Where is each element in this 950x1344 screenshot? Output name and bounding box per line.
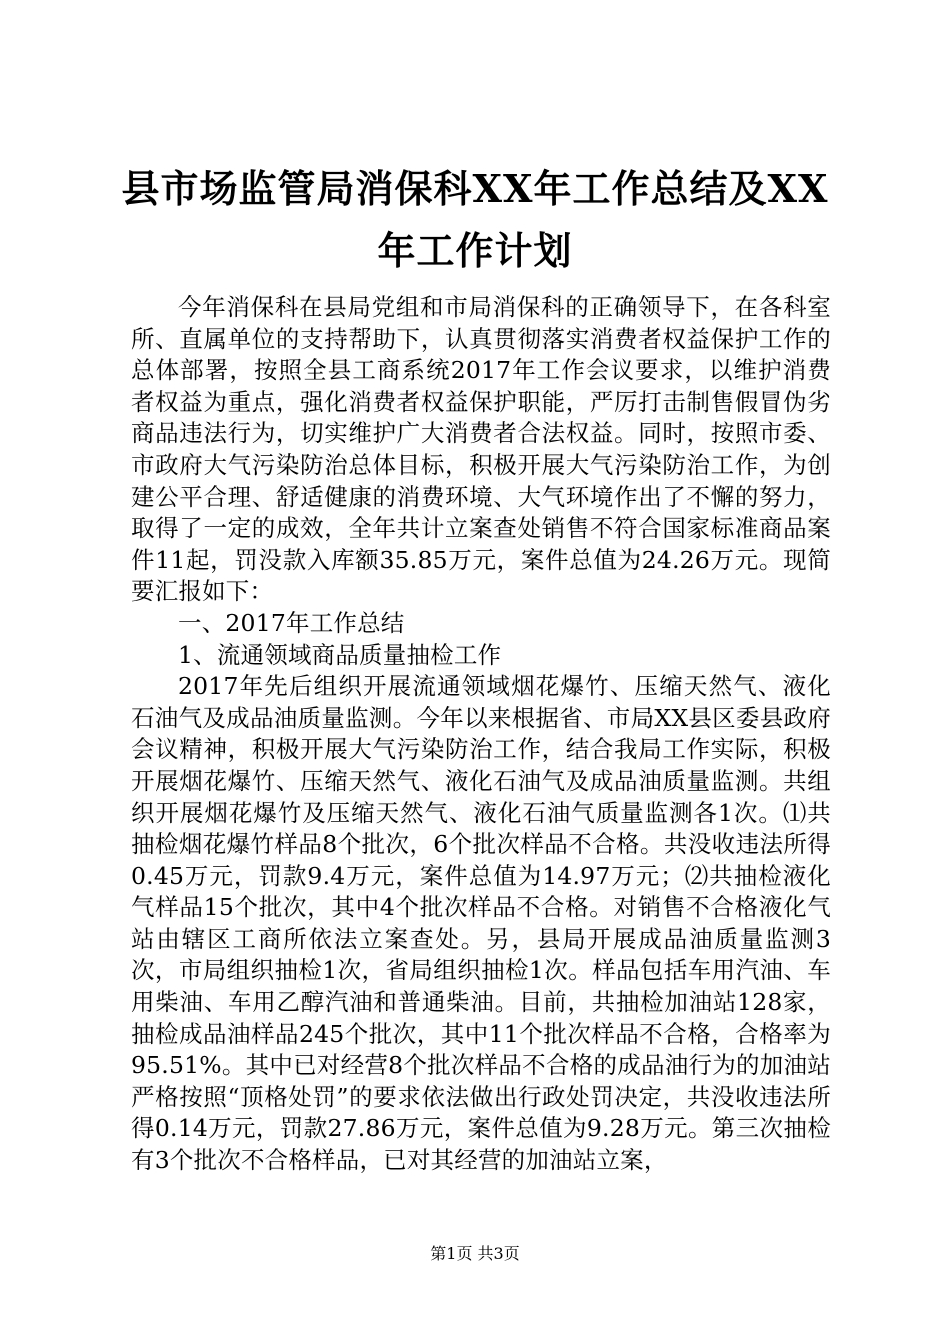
page-footer: 第1页 共3页 (430, 1244, 520, 1263)
subsection-heading: 1、流通领域商品质量抽检工作 (178, 640, 502, 669)
section-heading: 一、2017年工作总结 (178, 608, 405, 637)
document-title: 县市场监管局消保科XX年工作总结及XX年工作计划 (121, 166, 829, 273)
document-body (131, 292, 831, 1177)
paragraph-intro: 今年消保科在县局党组和市局消保科的正确领导下，在各科室所、直属单位的支持帮助下，认真贯彻落实消费者权益保护工作的总体部署，按照全县工商系统2017年工作会议要求，以维护消费者权益为重点，强化消费者权益保护职能，严厉打击制售假冒伪劣商品违法行为，切实维护广大消费者合法权益。同时，按照市委、市政府大气污染防治总体目标，积极开展大气污染防治工作，为创建公平合理、舒适健康的消费环境、大气环境作出了不懈的努力，取得了一定的成效，全年共计立案查处销售不符合国家标准商品案件11起，罚没款入库额35.85万元，案件总值为24.26万元。现简要汇报如下： (131, 293, 831, 606)
paragraph-quality-inspection: 2017年先后组织开展流通领域烟花爆竹、压缩天然气、液化石油气及成品油质量监测。今年以来根据省、市局XX县区委县政府会议精神，积极开展大气污染防治工作，结合我局工作实际，积极开展烟花爆竹、压缩天然气、液化石油气及成品油质量监测。共组织开展烟花爆竹及压缩天然气、液化石油气质量监测各1次。⑴共抽检烟花爆竹样品8个批次，6个批次样品不合格。共没收违法所得0.45万元，罚款9.4万元，案件总值为14.97万元；⑵共抽检液化气样品15个批次，其中4个批次样品不合格。对销售不合格液化气站由辖区工商所依法立案查处。另，县局开展成品油质量监测3次，市局组织抽检1次，省局组织抽检1次。样品包括车用汽油、车用柴油、车用乙醇汽油和普通柴油。目前，共抽检加油站128家，抽检成品油样品245个批次，其中11个批次样品不合格，合格率为95.51%。其中已对经营8个批次样品不合格的成品油行为的加油站严格按照“顶格处罚”的要求依法做出行政处罚决定，共没收违法所得0.14万元，罚款27.86万元，案件总值为9.28万元。第三次抽检有3个批次不合格样品，已对其经营的加油站立案， (131, 672, 831, 1175)
